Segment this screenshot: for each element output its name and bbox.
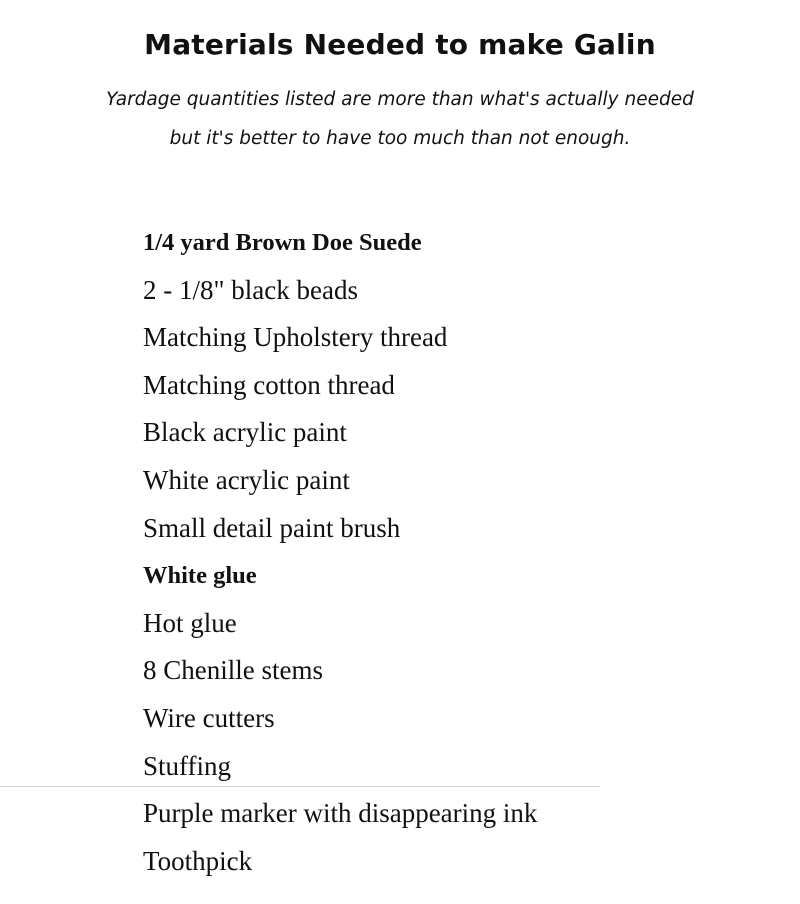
material-item: Small detail paint brush bbox=[143, 512, 401, 543]
material-item: Matching Upholstery thread bbox=[143, 322, 448, 353]
scan-artifact-line bbox=[0, 786, 600, 787]
material-item: 8 Chenille stems bbox=[143, 655, 323, 686]
material-item: Purple marker with disappearing ink bbox=[143, 798, 538, 829]
material-item: 1/4 yard Brown Doe Suede bbox=[143, 229, 422, 256]
material-item: White acrylic paint bbox=[143, 464, 350, 495]
subtitle-line-2: but it's better to have too much than not enough. bbox=[169, 128, 631, 149]
material-item: Hot glue bbox=[143, 607, 237, 638]
material-item: White glue bbox=[143, 562, 257, 590]
material-item: Toothpick bbox=[143, 845, 253, 876]
material-item: Stuffing bbox=[143, 750, 232, 781]
material-item: Matching cotton thread bbox=[143, 369, 395, 400]
material-item: Black acrylic paint bbox=[143, 417, 347, 448]
material-item: 2 - 1/8" black beads bbox=[143, 274, 358, 305]
subtitle-line-1: Yardage quantities listed are more than what's actually needed bbox=[106, 89, 694, 110]
page-title: Materials Needed to make Galin bbox=[144, 28, 656, 61]
material-item: Wire cutters bbox=[143, 702, 275, 733]
